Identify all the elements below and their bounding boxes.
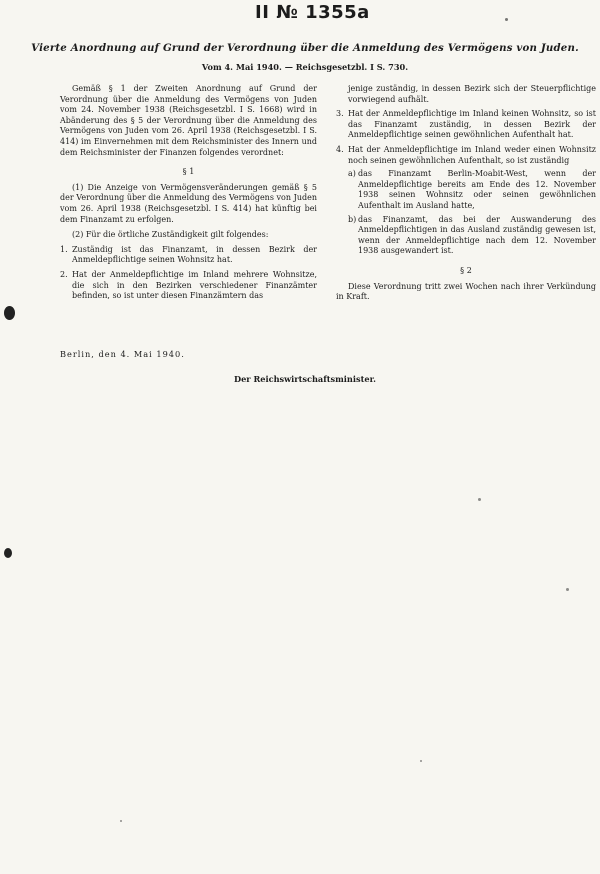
list-item-number: 2. (60, 269, 68, 279)
scan-speck (4, 306, 15, 320)
list-item-text: Hat der Anmeldepflichtige im Inland mehrere Wohnsitze, die sich in den Bezirken verschiedener Finanzämter befinden, so ist unter diesen Finanzämtern das (72, 269, 317, 301)
paragraph-2: (2) Für die örtliche Zuständigkeit gilt folgendes: (72, 230, 269, 240)
list-item-2-continued (336, 84, 596, 105)
list-item-text: Hat der Anmeldepflichtige im Inland keinen Wohnsitz, so ist das Finanzamt zuständig, in dessen Bezirk der Anmeldepflichtige seinen gewöhnlichen Aufenthalt hat. (348, 109, 596, 140)
scan-speck (566, 588, 569, 591)
sub-item-b (336, 215, 596, 257)
scan-speck (478, 498, 481, 501)
list-item-text: Zuständig ist das Finanzamt, in dessen Bezirk der Anmeldepflichtige seinen Wohnsitz hat. (72, 244, 317, 265)
sub-item-label: a) (348, 169, 356, 179)
list-item-number: 4. (336, 144, 344, 154)
list-item-2 (60, 270, 317, 302)
document-number: II № 1355a (255, 2, 370, 23)
list-item-1 (60, 245, 317, 266)
section-2-text: Diese Verordnung tritt zwei Wochen nach ihrer Verkündung in Kraft. (336, 281, 596, 302)
list-item-number: 3. (336, 109, 344, 119)
paragraph-1: (1) Die Anzeige von Vermögensveränderungen gemäß § 5 der Verordnung über die Anmeldung des Vermögens von Juden vom 26. April 1938 (Reichsgesetzbl. I S. 414) hat künftig bei dem Finanzamt zu erfolgen. (60, 182, 317, 224)
sub-item-text: das Finanzamt, das bei der Auswanderung des Anmeldepflichtigen in das Ausland zuständig gewesen ist, wenn der Anmeldepflichtige nach dem 12. November 1938 ausgewandert ist. (358, 214, 596, 256)
scan-speck (505, 18, 508, 21)
sub-item-a (336, 169, 596, 211)
scan-speck (4, 548, 12, 558)
list-item-text: Hat der Anmeldepflichtige im Inland weder einen Wohnsitz noch seinen gewöhnlichen Aufenthalt, so ist zuständig (348, 144, 596, 165)
list-item-3 (336, 109, 596, 141)
section-2-heading: § 2 (460, 265, 472, 275)
document-subtitle: Vom 4. Mai 1940. — Reichsgesetzbl. I S. 730. (201, 62, 409, 72)
sub-item-label: b) (348, 214, 357, 224)
list-item-4 (336, 145, 596, 166)
signature-line: Der Reichswirtschaftsminister. (233, 374, 376, 384)
left-column (60, 84, 317, 302)
intro-paragraph: Gemäß § 1 der Zweiten Anordnung auf Grund der Verordnung über die Anmeldung des Vermögens von Juden vom 24. November 1938 (Reichsgesetzbl. I S. 1668) wird in Abänderung des § 5 der Verordnung über die Anmeldung des Vermögens von Juden vom 26. April 1938 (Reichsgesetzbl. I S. 414) im Einvernehmen mit dem Reichsminister des Innern und dem Reichsminister der Finanzen folgendes verordnet: (60, 84, 317, 157)
right-column (336, 84, 596, 303)
scan-speck (420, 760, 422, 762)
scan-speck (120, 820, 122, 822)
list-item-number: 1. (60, 244, 68, 254)
document-title: Vierte Anordnung auf Grund der Verordnung über die Anmeldung des Vermögens von Juden. (31, 42, 579, 54)
place-date: Berlin, den 4. Mai 1940. (60, 349, 185, 359)
section-1-heading: § 1 (182, 167, 195, 177)
list-item-text: jenige zuständig, in dessen Bezirk sich der Steuerpflichtige vorwiegend aufhält. (348, 84, 596, 104)
sub-item-text: das Finanzamt Berlin-Moabit-West, wenn der Anmeldepflichtige bereits am Ende des 12. November 1938 seinen Wohnsitz oder seinen gewöhnlichen Aufenthalt im Ausland hatte, (358, 169, 596, 210)
